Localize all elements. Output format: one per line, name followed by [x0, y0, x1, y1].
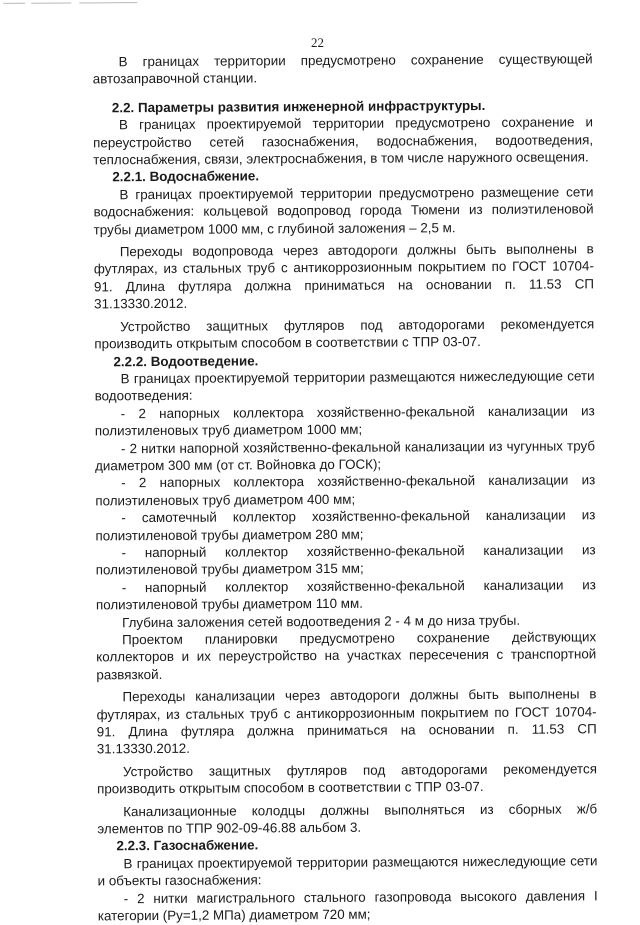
paragraph: - напорный коллектор хозяйственно-фекальной канализации из полиэтиленовой трубы диаметром 110 мм.	[95, 577, 596, 613]
paragraph: Канализационные колодцы должны выполняться из сборных ж/б элементов по ТПР 902-09-46.88 альбом 3.	[97, 800, 598, 837]
paragraph: В границах проектируемой территории предусмотрено сохранение и переустройство сетей газоснабжения, водоснабжения, водоотведения, теплоснабжения, связи, электроснабжения, в том числе наружного освещения.	[93, 114, 594, 168]
paragraph: Переходы водопровода через автодороги должны быть выполнены в футлярах, из стальных труб с антикоррозионным покрытием по ГОСТ 10704-91. Длина футляра должна приниматься на основании п. 11.53 СП 31.13330.2012.	[93, 241, 595, 312]
paragraph: Устройство защитных футляров под автодорогами рекомендуется производить открытым способом в соответствии с ТПР 03-07.	[94, 316, 595, 352]
subsection-heading: 2.2.2. Водоотведение.	[113, 352, 259, 369]
page-number: 22	[310, 34, 325, 51]
paragraph: - 2 нитки напорной хозяйственно-фекальной канализации из чугунных труб диаметром 300 мм (от ст. Войновка до ГОСК);	[95, 437, 596, 474]
paragraph: - 2 напорных коллектора хозяйственно-фекальной канализации из полиэтиленовых труб диаметром 1000 мм;	[94, 403, 595, 439]
paragraph: - 2 нитки магистрального стального газопровода высокого давления I категории (Ру=1,2 МПа) диаметром 720 мм;	[97, 887, 598, 924]
paragraph: - 2 напорных коллектора хозяйственно-фекальной канализации из полиэтиленовых труб диаметром 400 мм;	[95, 472, 596, 509]
section-heading: 2.2. Параметры развития инженерной инфраструктуры.	[111, 97, 486, 116]
paragraph: В границах территории предусмотрено сохранение существующей автозаправочной станции.	[92, 51, 593, 87]
subsection-heading: 2.2.1. Водоснабжение.	[112, 168, 260, 185]
paragraph: В границах проектируемой территории размещаются нижеследующие сети и объекты газоснабжения:	[97, 853, 598, 889]
document-body	[93, 50, 598, 925]
paragraph: Переходы канализации через автодороги должны быть выполнены в футлярах, из стальных труб с антикоррозионным покрытием по ГОСТ 10704-91. Длина футляра должна приниматься на основании п. 11.53 СП 31.13330.2012.	[96, 686, 597, 757]
paragraph: Глубина заложения сетей водоотведения 2 - 4 м до низа трубы.	[122, 612, 521, 630]
paragraph: Устройство защитных футляров под автодорогами рекомендуется производить открытым способом в соответствии с ТПР 03-07.	[97, 761, 597, 797]
subsection-heading: 2.2.3. Газоснабжение.	[116, 837, 259, 854]
paragraph: Проектом планировки предусмотрено сохранение действующих коллекторов и их переустройство на участках пересечения с транспортной развязкой.	[96, 629, 597, 683]
paragraph: - напорный коллектор хозяйственно-фекальной канализации из полиэтиленовой трубы диаметром 315 мм;	[95, 542, 596, 578]
paragraph: - самотечный коллектор хозяйственно-фекальной канализации из полиэтиленовой трубы диаметром 280 мм;	[95, 507, 596, 543]
paragraph: В границах проектируемой территории размещаются нижеследующие сети водоотведения:	[94, 368, 595, 404]
scan-edge-marks	[0, 1, 157, 6]
paragraph: В границах проектируемой территории предусмотрено размещение сети водоснабжения: кольцевой водопровод города Тюмени из полиэтиленовой трубы диаметром 1000 мм, с глубиной заложения – 2,5 м.	[93, 184, 594, 238]
